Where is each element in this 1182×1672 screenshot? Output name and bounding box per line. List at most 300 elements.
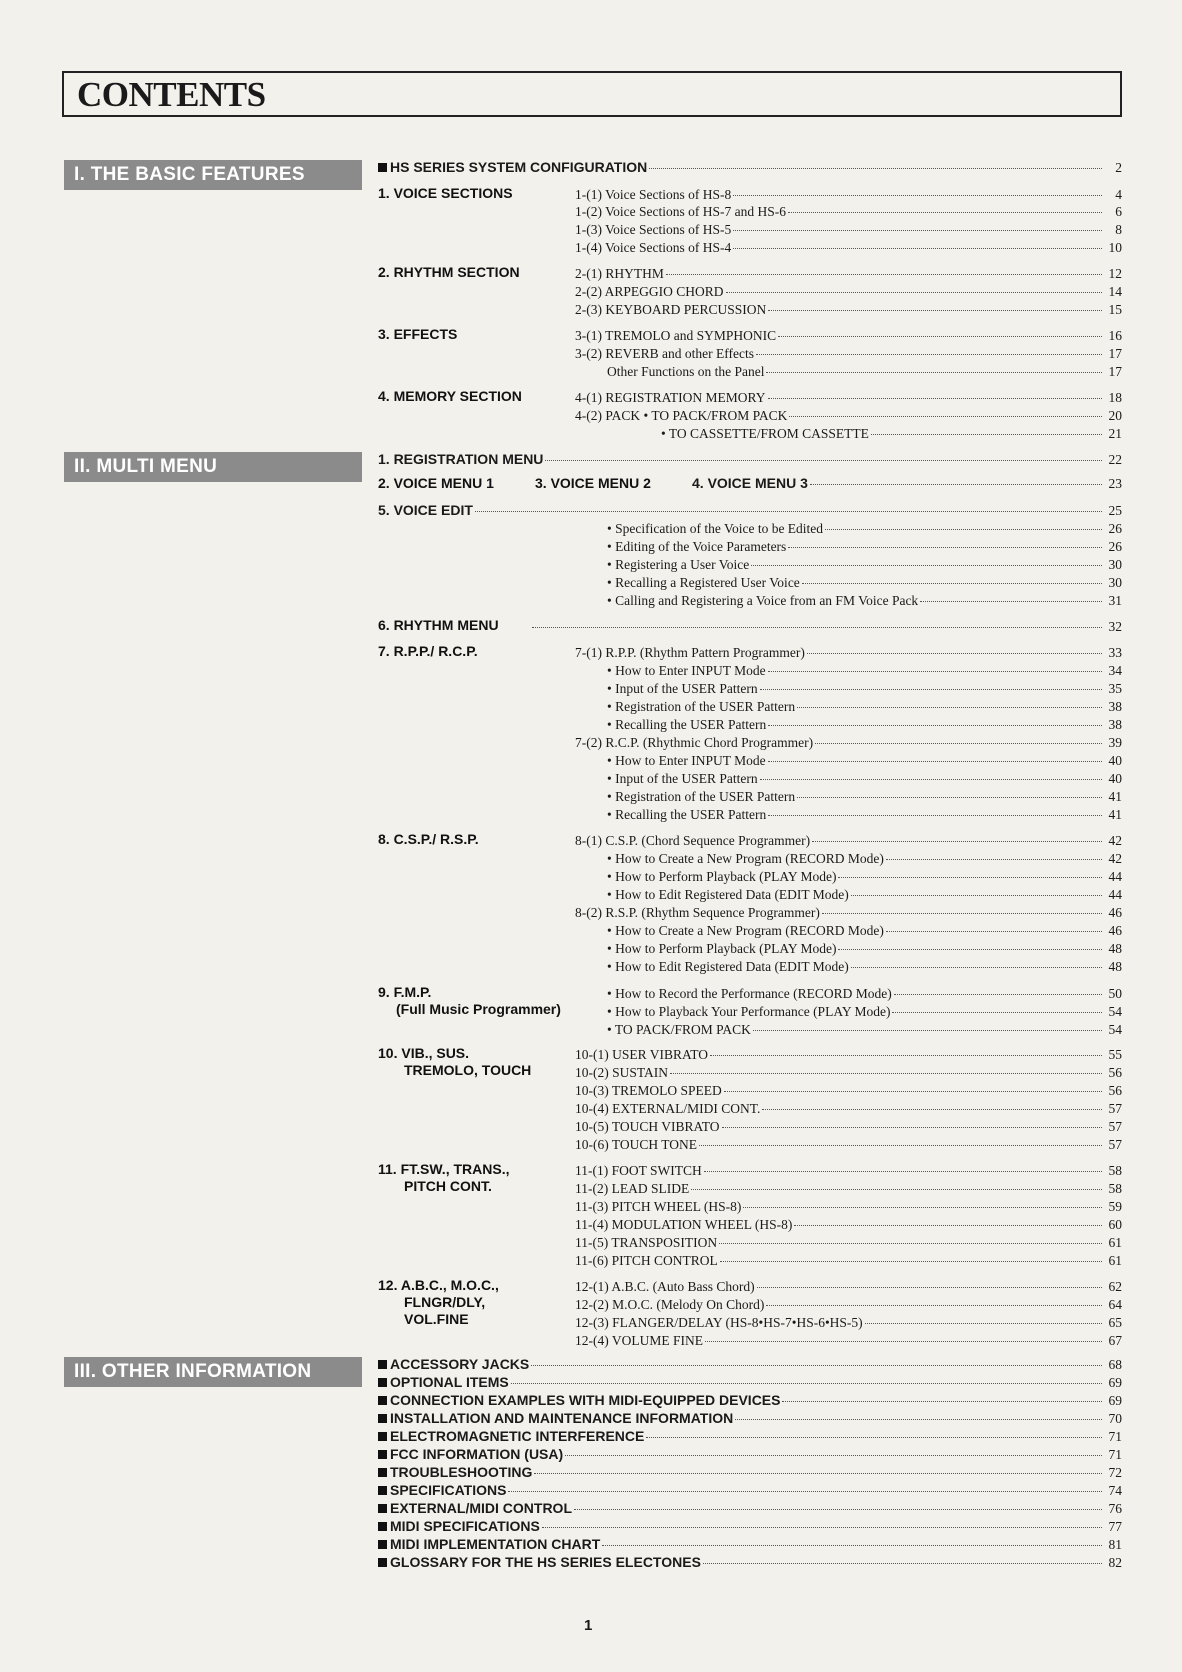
toc-page-number: 25: [1108, 503, 1122, 518]
toc-entry[interactable]: [378, 1410, 1122, 1427]
dot-leader: [545, 460, 1102, 461]
dot-leader: [807, 653, 1102, 654]
square-bullet-icon: [378, 1558, 387, 1567]
dot-leader: [757, 1287, 1102, 1288]
toc-page-number: 17: [1108, 364, 1122, 379]
toc-entry-title: 11-(4) MODULATION WHEEL (HS-8): [575, 1217, 793, 1232]
toc-entry[interactable]: [607, 1003, 1122, 1020]
toc-entry-title: • Editing of the Voice Parameters: [607, 539, 787, 554]
dot-leader: [794, 1225, 1102, 1226]
dot-leader: [768, 671, 1102, 672]
square-bullet-icon: [378, 1414, 387, 1423]
toc-entry-title: • Calling and Registering a Voice from an FM Voice Pack: [607, 593, 919, 608]
toc-page-number: 18: [1108, 390, 1122, 405]
toc-entry-title: • How to Create a New Program (RECORD Mode): [607, 923, 884, 938]
toc-entry-title: 5. VOICE EDIT: [378, 502, 473, 518]
toc-page-number: 81: [1108, 1537, 1122, 1552]
toc-entry-title: • How to Enter INPUT Mode: [607, 663, 766, 678]
dot-leader: [838, 949, 1102, 950]
toc-entry-title: ELECTROMAGNETIC INTERFERENCE: [378, 1428, 644, 1445]
toc-page-number: 30: [1108, 575, 1122, 590]
toc-heading: 6. RHYTHM MENU: [378, 617, 499, 633]
toc-heading: 4. MEMORY SECTION: [378, 388, 522, 404]
toc-page-number: 69: [1108, 1375, 1122, 1390]
toc-heading: 8. C.S.P./ R.S.P.: [378, 831, 479, 847]
toc-page-number: 23: [1108, 476, 1122, 491]
toc-entry[interactable]: [607, 940, 1122, 957]
toc-page-number: 46: [1108, 905, 1122, 920]
toc-page-number: 33: [1108, 645, 1122, 660]
toc-page-number: 14: [1108, 284, 1122, 299]
dot-leader: [886, 859, 1102, 860]
dot-leader: [743, 1207, 1102, 1208]
toc-heading: 12. A.B.C., M.O.C.,: [378, 1277, 499, 1293]
toc-entry[interactable]: [607, 1021, 1122, 1038]
toc-entry-title: 2-(3) KEYBOARD PERCUSSION: [575, 302, 767, 317]
dot-leader: [649, 168, 1102, 169]
toc-entry[interactable]: [575, 1234, 1122, 1251]
toc-page-number: 58: [1108, 1181, 1122, 1196]
toc-entry[interactable]: [575, 1162, 1122, 1179]
square-bullet-icon: [378, 1450, 387, 1459]
toc-page-number: 54: [1108, 1004, 1122, 1019]
toc-page-number: 6: [1115, 204, 1122, 219]
toc-entry-title: 4-(1) REGISTRATION MEMORY: [575, 390, 766, 405]
toc-entry[interactable]: [378, 1518, 1122, 1535]
toc-entry-title: MIDI IMPLEMENTATION CHART: [378, 1536, 600, 1553]
square-bullet-icon: [378, 1396, 387, 1405]
toc-entry-title: • TO PACK/FROM PACK: [607, 1022, 751, 1037]
toc-entry[interactable]: [607, 850, 1122, 867]
dot-leader: [691, 1189, 1102, 1190]
square-bullet-icon: [378, 1378, 387, 1387]
toc-heading: (Full Music Programmer): [396, 1001, 561, 1017]
toc-entry[interactable]: [575, 283, 1122, 300]
section-label-multi-menu: II. MULTI MENU: [64, 452, 362, 482]
toc-entry[interactable]: [607, 868, 1122, 885]
dot-leader: [531, 1365, 1102, 1366]
dot-leader: [733, 230, 1102, 231]
toc-page-number: 32: [1108, 619, 1122, 634]
toc-entry[interactable]: [378, 1536, 1122, 1553]
toc-entry-title: • How to Perform Playback (PLAY Mode): [607, 941, 837, 956]
toc-entry[interactable]: [607, 716, 1122, 733]
toc-entry-title: 10-(1) USER VIBRATO: [575, 1047, 709, 1062]
toc-page-number: 61: [1108, 1253, 1122, 1268]
toc-entry-title: TROUBLESHOOTING: [378, 1464, 532, 1481]
toc-entry-title: 2-(2) ARPEGGIO CHORD: [575, 284, 724, 299]
toc-page-number: 68: [1108, 1357, 1122, 1372]
toc-heading: PITCH CONT.: [404, 1178, 492, 1194]
dot-leader: [768, 725, 1102, 726]
dot-leader: [768, 310, 1102, 311]
toc-entry[interactable]: [575, 407, 1122, 424]
toc-page-number: 56: [1108, 1065, 1122, 1080]
toc-page-number: 38: [1108, 717, 1122, 732]
toc-page-number: 82: [1108, 1555, 1122, 1570]
toc-heading: 1. VOICE SECTIONS: [378, 185, 513, 201]
toc-entry[interactable]: [607, 770, 1122, 787]
toc-page-number: 21: [1108, 426, 1122, 441]
toc-entry-title: 10-(3) TREMOLO SPEED: [575, 1083, 722, 1098]
dot-leader: [703, 1563, 1102, 1564]
dot-leader: [782, 1401, 1102, 1402]
toc-page-number: 8: [1115, 222, 1122, 237]
square-bullet-icon: [378, 1468, 387, 1477]
toc-entry[interactable]: [575, 1252, 1122, 1269]
toc-entry[interactable]: [607, 363, 1122, 380]
toc-entry[interactable]: [607, 806, 1122, 823]
toc-page-number: 69: [1108, 1393, 1122, 1408]
toc-entry[interactable]: [378, 1428, 1122, 1445]
toc-entry-title: • How to Perform Playback (PLAY Mode): [607, 869, 837, 884]
dot-leader: [532, 627, 1102, 628]
dot-leader: [508, 1491, 1102, 1492]
toc-entry[interactable]: [575, 1136, 1122, 1153]
page-title: CONTENTS: [77, 75, 266, 114]
toc-page-number: 57: [1108, 1137, 1122, 1152]
page-title-box: [62, 71, 1122, 117]
dot-leader: [768, 761, 1102, 762]
toc-page-number: 31: [1108, 593, 1122, 608]
toc-page-number: 42: [1108, 851, 1122, 866]
toc-entry[interactable]: [575, 301, 1122, 318]
dot-leader: [670, 1073, 1102, 1074]
square-bullet-icon: [378, 1540, 387, 1549]
toc-entry-title: 12-(2) M.O.C. (Melody On Chord): [575, 1297, 765, 1312]
toc-entry-title: 3-(2) REVERB and other Effects: [575, 346, 754, 361]
toc-page-number: 20: [1108, 408, 1122, 423]
dot-leader: [735, 1419, 1102, 1420]
dot-leader: [565, 1455, 1102, 1456]
toc-entry[interactable]: [575, 265, 1122, 282]
toc-page-number: 26: [1108, 521, 1122, 536]
toc-page-number: 39: [1108, 735, 1122, 750]
toc-entry-title: • Registration of the USER Pattern: [607, 699, 796, 714]
dot-leader: [815, 743, 1102, 744]
toc-entry-title: 7-(1) R.P.P. (Rhythm Pattern Programmer): [575, 645, 805, 660]
toc-entry[interactable]: [607, 520, 1122, 537]
toc-entry[interactable]: [575, 1082, 1122, 1099]
dot-leader: [766, 372, 1102, 373]
toc-page-number: 17: [1108, 346, 1122, 361]
dot-leader: [733, 195, 1102, 196]
toc-entry-title: 12-(1) A.B.C. (Auto Bass Chord): [575, 1279, 755, 1294]
toc-entry-title: INSTALLATION AND MAINTENANCE INFORMATION: [378, 1410, 733, 1427]
toc-entry[interactable]: [575, 239, 1122, 256]
toc-entry-title: 1-(1) Voice Sections of HS-8: [575, 187, 732, 202]
dot-leader: [720, 1261, 1102, 1262]
toc-page-number: 57: [1108, 1101, 1122, 1116]
toc-page-number: 74: [1108, 1483, 1122, 1498]
toc-entry-title: • How to Playback Your Performance (PLAY Mode): [607, 1004, 891, 1019]
toc-entry-title: • Recalling the USER Pattern: [607, 717, 767, 732]
dot-leader: [753, 1030, 1102, 1031]
toc-heading: TREMOLO, TOUCH: [404, 1062, 532, 1078]
toc-entry-title: • How to Create a New Program (RECORD Mode): [607, 851, 884, 866]
toc-entry-title: 1-(2) Voice Sections of HS-7 and HS-6: [575, 204, 786, 219]
toc-entry-title: 3-(1) TREMOLO and SYMPHONIC: [575, 328, 777, 343]
dot-leader: [865, 1323, 1102, 1324]
square-bullet-icon: [378, 1504, 387, 1513]
toc-entry-title: • How to Record the Performance (RECORD Mode): [607, 986, 892, 1001]
toc-entry[interactable]: [607, 698, 1122, 715]
toc-page-number: 71: [1108, 1429, 1122, 1444]
toc-entry[interactable]: [575, 1332, 1122, 1349]
square-bullet-icon: [378, 1432, 387, 1441]
toc-entry[interactable]: [661, 425, 1122, 442]
toc-entry[interactable]: [575, 1118, 1122, 1135]
dot-leader: [542, 1527, 1102, 1528]
dot-leader: [789, 416, 1102, 417]
toc-entry[interactable]: [575, 644, 1122, 661]
toc-entry-title: 11-(1) FOOT SWITCH: [575, 1163, 702, 1178]
dot-leader: [574, 1509, 1102, 1510]
toc-entry-title: SPECIFICATIONS: [378, 1482, 506, 1499]
toc-page-number: 76: [1108, 1501, 1122, 1516]
toc-entry[interactable]: [575, 1046, 1122, 1063]
toc-entry[interactable]: [378, 451, 1122, 468]
dot-leader: [646, 1437, 1102, 1438]
toc-entry-title: Other Functions on the Panel: [607, 364, 765, 379]
toc-entry-title: • Registering a User Voice: [607, 557, 750, 572]
toc-entry-title: 10-(2) SUSTAIN: [575, 1065, 669, 1080]
toc-page-number: 41: [1108, 807, 1122, 822]
toc-entry[interactable]: [378, 1356, 1122, 1373]
toc-entry-title: 1-(4) Voice Sections of HS-4: [575, 240, 732, 255]
dot-leader: [705, 1341, 1102, 1342]
toc-entry-title: HS SERIES SYSTEM CONFIGURATION: [378, 159, 647, 176]
toc-page-number: 40: [1108, 771, 1122, 786]
toc-heading: 7. R.P.P./ R.C.P.: [378, 643, 478, 659]
toc-entry[interactable]: [575, 904, 1122, 921]
toc-entry[interactable]: [575, 389, 1122, 406]
toc-entry[interactable]: [378, 1554, 1122, 1571]
toc-entry[interactable]: [575, 832, 1122, 849]
dot-leader: [851, 967, 1102, 968]
toc-entry[interactable]: [378, 1374, 1122, 1391]
toc-entry[interactable]: [575, 1216, 1122, 1233]
toc-heading: 3. EFFECTS: [378, 326, 458, 342]
toc-page-number: 26: [1108, 539, 1122, 554]
toc-entry-title: • Recalling the USER Pattern: [607, 807, 767, 822]
toc-entry[interactable]: [378, 1482, 1122, 1499]
dot-leader: [788, 212, 1102, 213]
dot-leader: [719, 1243, 1102, 1244]
square-bullet-icon: [378, 163, 387, 172]
toc-page-number: 15: [1108, 302, 1122, 317]
toc-entry[interactable]: [692, 475, 1122, 492]
dot-leader: [788, 547, 1102, 548]
dot-leader: [894, 994, 1102, 995]
dot-leader: [475, 511, 1102, 512]
toc-entry-title: 8-(1) C.S.P. (Chord Sequence Programmer): [575, 833, 811, 848]
toc-entry[interactable]: [575, 345, 1122, 362]
toc-entry-title: • How to Edit Registered Data (EDIT Mode): [607, 959, 849, 974]
toc-entry[interactable]: [575, 327, 1122, 344]
toc-entry-title: 11-(3) PITCH WHEEL (HS-8): [575, 1199, 742, 1214]
toc-heading: 2. VOICE MENU 1: [378, 475, 494, 491]
toc-page-number: 54: [1108, 1022, 1122, 1037]
toc-entry[interactable]: [607, 886, 1122, 903]
dot-leader: [699, 1145, 1102, 1146]
toc-heading: 11. FT.SW., TRANS.,: [378, 1161, 510, 1177]
toc-page-number: 30: [1108, 557, 1122, 572]
toc-entry-title: 11-(6) PITCH CONTROL: [575, 1253, 718, 1268]
toc-page-number: 70: [1108, 1411, 1122, 1426]
toc-entry-title: 10-(4) EXTERNAL/MIDI CONT.: [575, 1101, 761, 1116]
toc-entry-title: 11-(5) TRANSPOSITION: [575, 1235, 718, 1250]
toc-page-number: 64: [1108, 1297, 1122, 1312]
dot-leader: [851, 895, 1102, 896]
dot-leader: [797, 797, 1102, 798]
toc-entry-title: GLOSSARY FOR THE HS SERIES ELECTONES: [378, 1554, 701, 1571]
toc-entry[interactable]: [575, 1314, 1122, 1331]
toc-page-number: 12: [1108, 266, 1122, 281]
toc-entry[interactable]: [607, 922, 1122, 939]
toc-entry[interactable]: [378, 1500, 1122, 1517]
toc-entry-title: 12-(4) VOLUME FINE: [575, 1333, 703, 1348]
toc-page-number: 48: [1108, 959, 1122, 974]
toc-heading: 3. VOICE MENU 2: [535, 475, 651, 491]
dot-leader: [825, 529, 1102, 530]
toc-entry-title: ACCESSORY JACKS: [378, 1356, 529, 1373]
toc-entry[interactable]: [607, 574, 1122, 591]
toc-entry[interactable]: [607, 788, 1122, 805]
dot-leader: [871, 434, 1102, 435]
toc-page-number: 44: [1108, 869, 1122, 884]
toc-entry-title: 7-(2) R.C.P. (Rhythmic Chord Programmer): [575, 735, 814, 750]
toc-entry-title: • Specification of the Voice to be Edited: [607, 521, 824, 536]
toc-page-number: 57: [1108, 1119, 1122, 1134]
dot-leader: [766, 1305, 1102, 1306]
toc-entry[interactable]: [378, 1392, 1122, 1409]
toc-entry-title: • Registration of the USER Pattern: [607, 789, 796, 804]
dot-leader: [797, 707, 1102, 708]
toc-entry[interactable]: [607, 662, 1122, 679]
toc-entry[interactable]: [530, 618, 1122, 635]
toc-heading: 10. VIB., SUS.: [378, 1045, 470, 1061]
toc-entry-title: • How to Enter INPUT Mode: [607, 753, 766, 768]
toc-page-number: 55: [1108, 1047, 1122, 1062]
toc-entry-title: FCC INFORMATION (USA): [378, 1446, 563, 1463]
toc-entry-title: 12-(3) FLANGER/DELAY (HS-8•HS-7•HS-6•HS-5): [575, 1315, 863, 1330]
toc-page-number: 50: [1108, 986, 1122, 1001]
dot-leader: [724, 1091, 1102, 1092]
toc-entry-title: EXTERNAL/MIDI CONTROL: [378, 1500, 572, 1517]
dot-leader: [710, 1055, 1102, 1056]
toc-entry-title: CONNECTION EXAMPLES WITH MIDI-EQUIPPED DEVICES: [378, 1392, 780, 1409]
toc-entry[interactable]: [607, 985, 1122, 1002]
dot-leader: [722, 1127, 1102, 1128]
dot-leader: [920, 601, 1102, 602]
toc-page-number: 2: [1115, 160, 1122, 175]
toc-entry[interactable]: [607, 556, 1122, 573]
toc-entry[interactable]: [575, 734, 1122, 751]
section-label-other-information: III. OTHER INFORMATION: [64, 1357, 362, 1387]
dot-leader: [733, 248, 1102, 249]
toc-heading: 9. F.M.P.: [378, 984, 432, 1000]
toc-entry[interactable]: [378, 159, 1122, 176]
toc-page-number: 22: [1108, 452, 1122, 467]
toc-entry-title: • Input of the USER Pattern: [607, 771, 758, 786]
toc-page-number: 38: [1108, 699, 1122, 714]
toc-entry[interactable]: [607, 958, 1122, 975]
toc-entry-title: 2-(1) RHYTHM: [575, 266, 664, 281]
toc-entry-title: • How to Edit Registered Data (EDIT Mode): [607, 887, 849, 902]
dot-leader: [756, 354, 1102, 355]
toc-page-number: 41: [1108, 789, 1122, 804]
toc-entry[interactable]: [378, 1446, 1122, 1463]
dot-leader: [802, 583, 1102, 584]
toc-entry[interactable]: [575, 221, 1122, 238]
toc-page-number: 77: [1108, 1519, 1122, 1534]
dot-leader: [666, 274, 1102, 275]
toc-entry-title: • TO CASSETTE/FROM CASSETTE: [661, 426, 869, 441]
toc-page-number: 71: [1108, 1447, 1122, 1462]
toc-page-number: 48: [1108, 941, 1122, 956]
toc-entry[interactable]: [607, 592, 1122, 609]
toc-entry[interactable]: [607, 680, 1122, 697]
toc-entry[interactable]: [575, 1180, 1122, 1197]
toc-entry-title: OPTIONAL ITEMS: [378, 1374, 509, 1391]
dot-leader: [810, 484, 1102, 485]
toc-entry-title: 4-(2) PACK • TO PACK/FROM PACK: [575, 408, 788, 423]
toc-page-number: 46: [1108, 923, 1122, 938]
toc-entry-title: 1-(3) Voice Sections of HS-5: [575, 222, 732, 237]
toc-entry[interactable]: [575, 1278, 1122, 1295]
toc-page-number: 67: [1108, 1333, 1122, 1348]
toc-page-number: 61: [1108, 1235, 1122, 1250]
toc-page-number: 40: [1108, 753, 1122, 768]
toc-entry-title: • Recalling a Registered User Voice: [607, 575, 800, 590]
toc-entry[interactable]: [575, 1296, 1122, 1313]
dot-leader: [768, 398, 1103, 399]
dot-leader: [602, 1545, 1102, 1546]
dot-leader: [838, 877, 1102, 878]
toc-page-number: 34: [1108, 663, 1122, 678]
toc-entry[interactable]: [575, 1198, 1122, 1215]
toc-entry[interactable]: [378, 502, 1122, 519]
toc-page-number: 60: [1108, 1217, 1122, 1232]
toc-entry-title: 8-(2) R.S.P. (Rhythm Sequence Programmer): [575, 905, 820, 920]
toc-page-number: 4: [1115, 187, 1122, 202]
toc-page-number: 59: [1108, 1199, 1122, 1214]
toc-entry-title: 10-(6) TOUCH TONE: [575, 1137, 698, 1152]
toc-entry[interactable]: [575, 186, 1122, 203]
dot-leader: [534, 1473, 1102, 1474]
toc-page-number: 72: [1108, 1465, 1122, 1480]
toc-entry-title: • Input of the USER Pattern: [607, 681, 758, 696]
toc-entry[interactable]: [607, 752, 1122, 769]
dot-leader: [760, 689, 1102, 690]
dot-leader: [760, 779, 1102, 780]
toc-page-number: 62: [1108, 1279, 1122, 1294]
toc-page-number: 35: [1108, 681, 1122, 696]
toc-entry[interactable]: [378, 1464, 1122, 1481]
dot-leader: [768, 815, 1102, 816]
toc-entry[interactable]: [575, 203, 1122, 220]
toc-entry[interactable]: [575, 1100, 1122, 1117]
toc-entry[interactable]: [575, 1064, 1122, 1081]
toc-heading: VOL.FINE: [404, 1311, 469, 1327]
dot-leader: [886, 931, 1102, 932]
toc-page-number: 16: [1108, 328, 1122, 343]
toc-entry-title: 10-(5) TOUCH VIBRATO: [575, 1119, 720, 1134]
toc-entry[interactable]: [607, 538, 1122, 555]
section-label-basic-features: I. THE BASIC FEATURES: [64, 160, 362, 190]
toc-heading: FLNGR/DLY,: [404, 1294, 486, 1310]
